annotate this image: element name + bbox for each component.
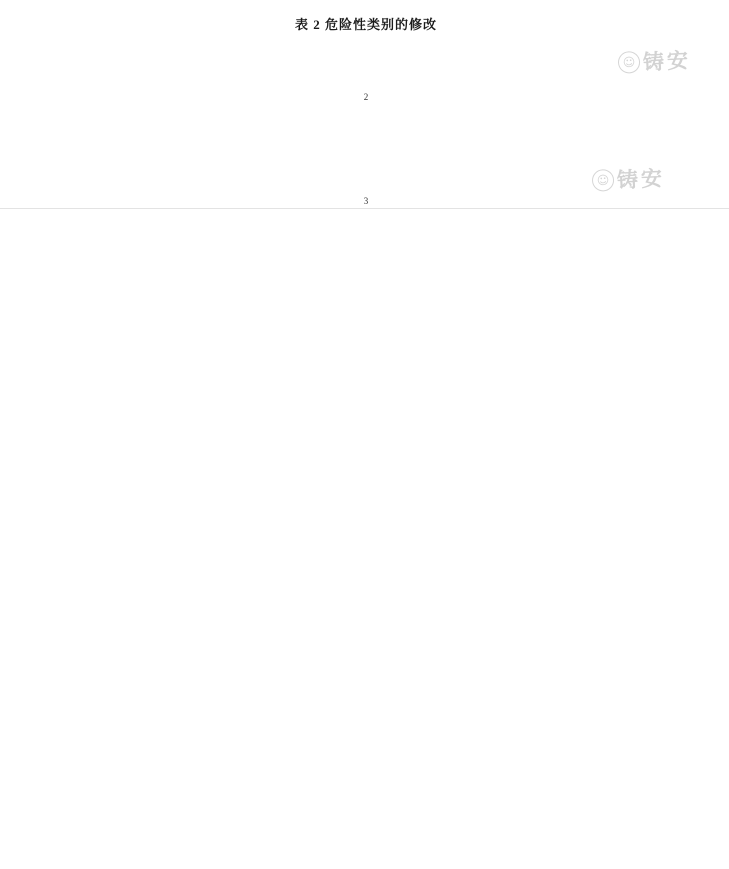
table-title: 表 2 危险性类别的修改 [294,17,437,32]
watermark-smiley-icon: ☺ [617,51,640,74]
page-3 [0,104,729,209]
page-2 [0,0,729,104]
watermark-smiley-icon: ☺ [591,169,614,192]
hazard-modification-table-page2 [27,40,705,82]
table2-header [27,144,705,186]
table1-header [27,40,705,82]
table2-wrap [27,144,705,193]
header-row [27,144,705,186]
table1-wrap [27,40,705,82]
page-number-3: 3 [363,196,369,206]
page-number-2: 2 [363,92,369,102]
watermark-text: 铸安 [642,48,692,75]
header-row [27,40,705,82]
watermark-text: 铸安 [616,166,666,193]
document-canvas [0,0,729,209]
hazard-modification-table-page3 [27,144,705,186]
